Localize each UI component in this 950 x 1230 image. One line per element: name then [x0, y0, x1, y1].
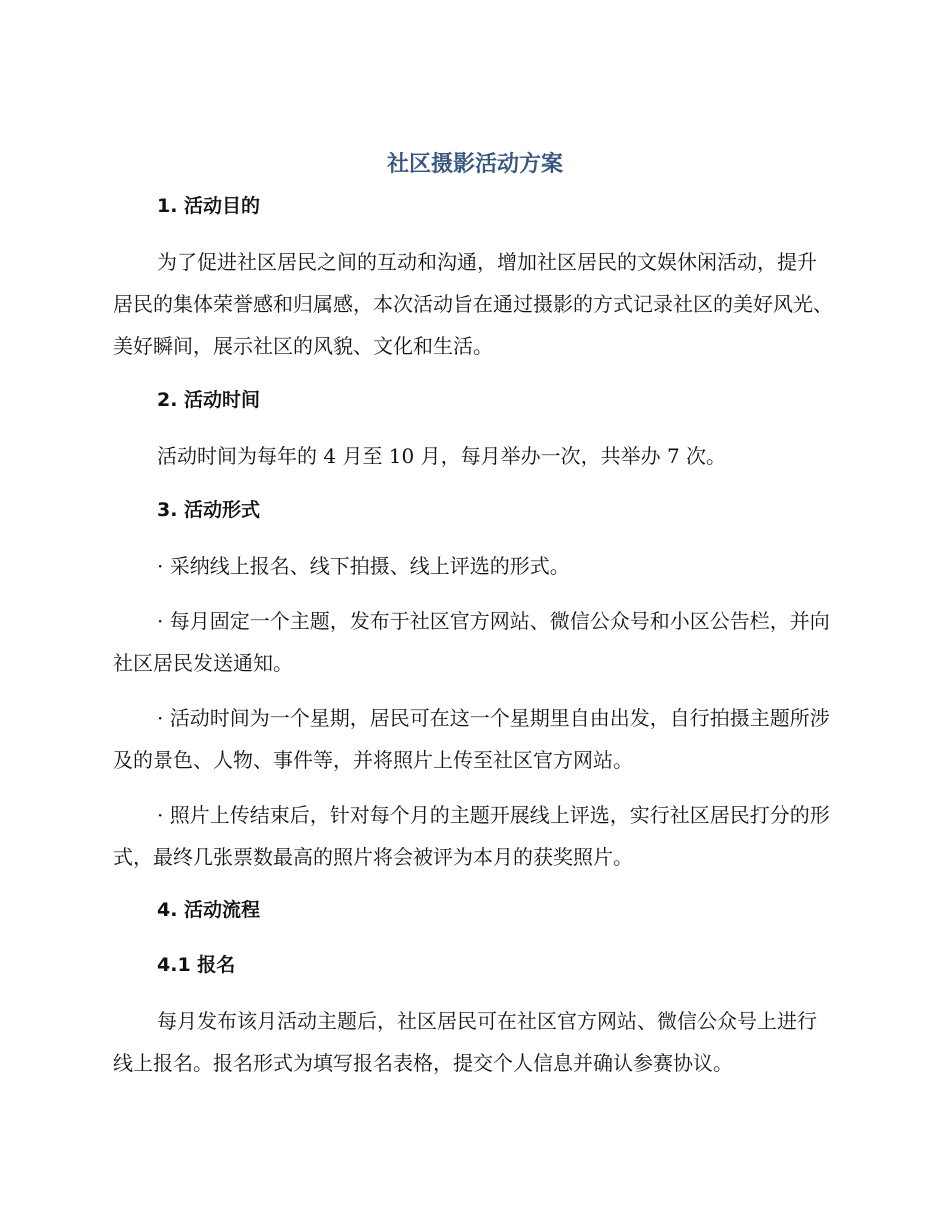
- list-item-format-2: · 每月固定一个主题，发布于社区官方网站、微信公众号和小区公告栏，并向社区居民发送通知。: [113, 609, 830, 675]
- paragraph-time: 活动时间为每年的 4 月至 10 月，每月举办一次，共举办 7 次。: [157, 444, 727, 468]
- section-heading-time: 2. 活动时间: [157, 389, 261, 411]
- document-title: 社区摄影活动方案: [386, 152, 563, 177]
- paragraph-purpose: 为了促进社区居民之间的互动和沟通，增加社区居民的文娱休闲活动，提升居民的集体荣誉感和归属感，本次活动旨在通过摄影的方式记录社区的美好风光、美好瞬间，展示社区的风貌、文化和生活。: [113, 250, 833, 358]
- section-heading-registration: 4.1 报名: [157, 954, 236, 976]
- section-heading-process: 4. 活动流程: [157, 899, 261, 921]
- section-heading-format: 3. 活动形式: [157, 499, 261, 521]
- list-item-format-1: · 采纳线上报名、线下拍摄、线上评选的形式。: [157, 554, 570, 578]
- list-item-format-3: · 活动时间为一个星期，居民可在这一个星期里自由出发，自行拍摄主题所涉及的景色、人物、事件等，并将照片上传至社区官方网站。: [113, 706, 830, 772]
- section-heading-purpose: 1. 活动目的: [157, 195, 261, 217]
- paragraph-registration: 每月发布该月活动主题后，社区居民可在社区官方网站、微信公众号上进行线上报名。报名形式为填写报名表格，提交个人信息并确认参赛协议。: [113, 1009, 817, 1075]
- list-item-format-4: · 照片上传结束后，针对每个月的主题开展线上评选，实行社区居民打分的形式，最终几张票数最高的照片将会被评为本月的获奖照片。: [113, 803, 830, 869]
